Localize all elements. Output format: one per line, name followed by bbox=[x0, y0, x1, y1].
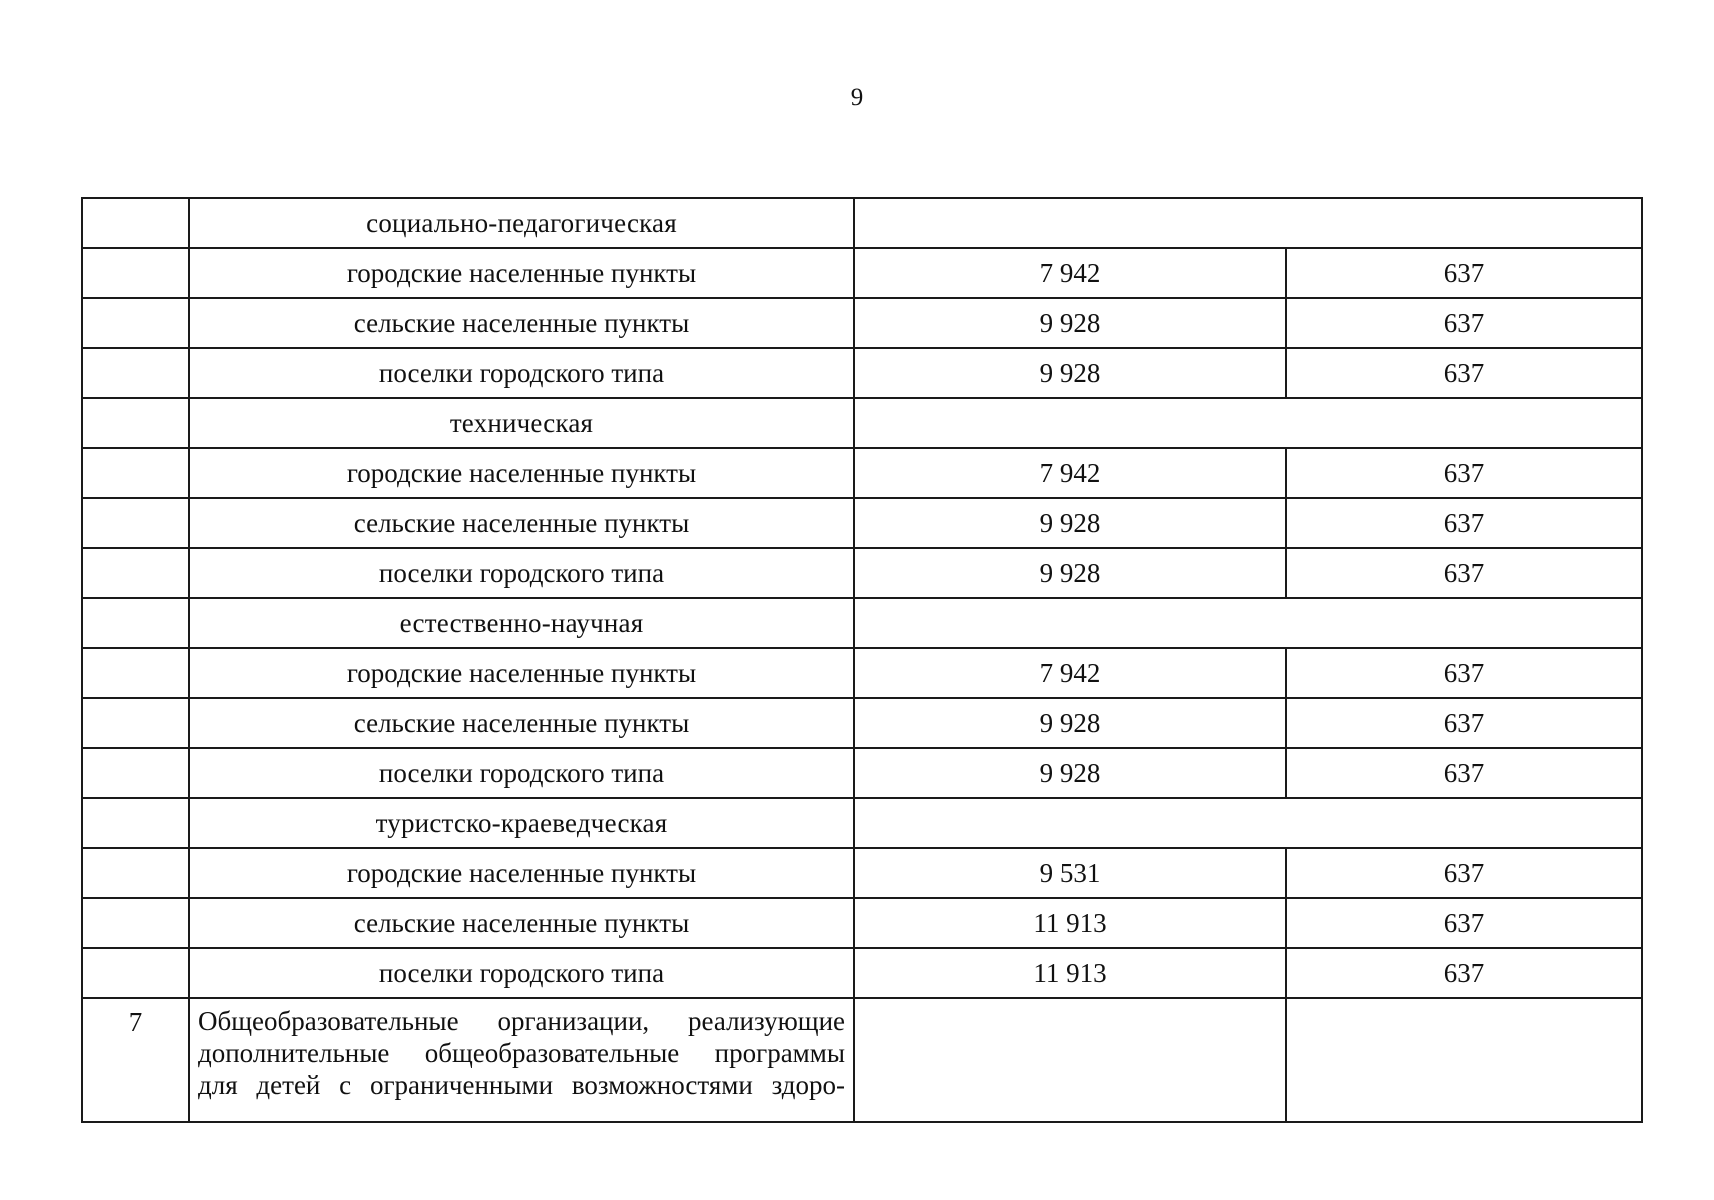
table-row bbox=[82, 448, 1642, 498]
table-body bbox=[82, 198, 1642, 1122]
settlement-type-cell: сельские населенные пункты bbox=[189, 498, 854, 548]
section-title: социально-педагогическая bbox=[189, 198, 854, 248]
empty-number-cell bbox=[82, 798, 189, 848]
table-row bbox=[82, 298, 1642, 348]
table-row bbox=[82, 698, 1642, 748]
value1-cell: 11 913 bbox=[854, 948, 1286, 998]
table-row bbox=[82, 648, 1642, 698]
table-row bbox=[82, 948, 1642, 998]
empty-number-cell bbox=[82, 848, 189, 898]
value1-cell: 7 942 bbox=[854, 448, 1286, 498]
table-row bbox=[82, 748, 1642, 798]
empty-number-cell bbox=[82, 648, 189, 698]
value2-cell bbox=[1286, 998, 1642, 1122]
table-row bbox=[82, 898, 1642, 948]
value1-cell: 7 942 bbox=[854, 648, 1286, 698]
value2-cell: 637 bbox=[1286, 448, 1642, 498]
value1-cell: 9 928 bbox=[854, 698, 1286, 748]
table-row-item-7 bbox=[82, 998, 1642, 1122]
description-line: Общеобразовательные организации, реализующие bbox=[198, 1006, 845, 1036]
value2-cell: 637 bbox=[1286, 698, 1642, 748]
value1-cell: 9 928 bbox=[854, 748, 1286, 798]
value2-cell: 637 bbox=[1286, 548, 1642, 598]
value2-cell: 637 bbox=[1286, 248, 1642, 298]
table-row bbox=[82, 348, 1642, 398]
value2-cell: 637 bbox=[1286, 848, 1642, 898]
value1-cell: 9 928 bbox=[854, 548, 1286, 598]
value2-cell: 637 bbox=[1286, 298, 1642, 348]
value2-cell: 637 bbox=[1286, 498, 1642, 548]
section-empty-values-cell bbox=[854, 398, 1642, 448]
table-row bbox=[82, 548, 1642, 598]
section-empty-values-cell bbox=[854, 198, 1642, 248]
value2-cell: 637 bbox=[1286, 348, 1642, 398]
empty-number-cell bbox=[82, 348, 189, 398]
tariff-table bbox=[81, 197, 1643, 1123]
value1-cell: 9 928 bbox=[854, 348, 1286, 398]
section-header-row bbox=[82, 598, 1642, 648]
empty-number-cell bbox=[82, 898, 189, 948]
description-cell bbox=[189, 998, 854, 1122]
empty-number-cell bbox=[82, 248, 189, 298]
value1-cell bbox=[854, 998, 1286, 1122]
settlement-type-cell: городские населенные пункты bbox=[189, 448, 854, 498]
settlement-type-cell: городские населенные пункты bbox=[189, 648, 854, 698]
empty-number-cell bbox=[82, 748, 189, 798]
table-row bbox=[82, 248, 1642, 298]
section-empty-values-cell bbox=[854, 598, 1642, 648]
empty-number-cell bbox=[82, 498, 189, 548]
settlement-type-cell: городские населенные пункты bbox=[189, 248, 854, 298]
section-title: естественно-научная bbox=[189, 598, 854, 648]
settlement-type-cell: поселки городского типа bbox=[189, 748, 854, 798]
empty-number-cell bbox=[82, 198, 189, 248]
settlement-type-cell: городские населенные пункты bbox=[189, 848, 854, 898]
value1-cell: 7 942 bbox=[854, 248, 1286, 298]
page-number: 9 bbox=[850, 84, 864, 111]
settlement-type-cell: поселки городского типа bbox=[189, 348, 854, 398]
value1-cell: 9 928 bbox=[854, 298, 1286, 348]
table-row bbox=[82, 498, 1642, 548]
settlement-type-cell: сельские населенные пункты bbox=[189, 898, 854, 948]
settlement-type-cell: сельские населенные пункты bbox=[189, 298, 854, 348]
value2-cell: 637 bbox=[1286, 948, 1642, 998]
empty-number-cell bbox=[82, 298, 189, 348]
settlement-type-cell: поселки городского типа bbox=[189, 948, 854, 998]
value2-cell: 637 bbox=[1286, 748, 1642, 798]
settlement-type-cell: поселки городского типа bbox=[189, 548, 854, 598]
empty-number-cell bbox=[82, 698, 189, 748]
section-header-row bbox=[82, 398, 1642, 448]
section-title: техническая bbox=[189, 398, 854, 448]
value2-cell: 637 bbox=[1286, 898, 1642, 948]
empty-number-cell bbox=[82, 598, 189, 648]
empty-number-cell bbox=[82, 548, 189, 598]
settlement-type-cell: сельские населенные пункты bbox=[189, 698, 854, 748]
empty-number-cell bbox=[82, 398, 189, 448]
value2-cell: 637 bbox=[1286, 648, 1642, 698]
table-row bbox=[82, 848, 1642, 898]
section-header-row bbox=[82, 198, 1642, 248]
empty-number-cell bbox=[82, 448, 189, 498]
value1-cell: 9 928 bbox=[854, 498, 1286, 548]
section-title: туристско-краеведческая bbox=[189, 798, 854, 848]
section-header-row bbox=[82, 798, 1642, 848]
description-line: для детей с ограниченными возможностями здоро- bbox=[198, 1070, 845, 1100]
section-empty-values-cell bbox=[854, 798, 1642, 848]
row-number-cell: 7 bbox=[82, 998, 189, 1122]
empty-number-cell bbox=[82, 948, 189, 998]
value1-cell: 9 531 bbox=[854, 848, 1286, 898]
description-line: дополнительные общеобразовательные программы bbox=[198, 1038, 845, 1068]
value1-cell: 11 913 bbox=[854, 898, 1286, 948]
